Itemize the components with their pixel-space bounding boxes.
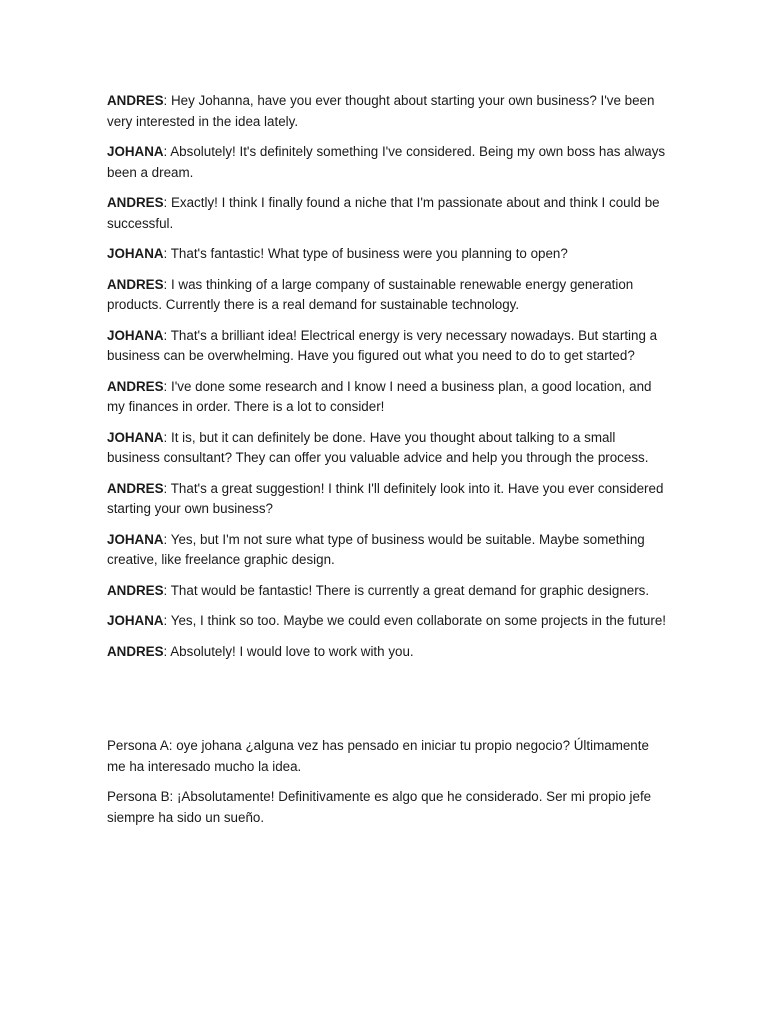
- speaker-name: ANDRES: [107, 195, 164, 210]
- dialogue-line: [107, 581, 667, 602]
- dialogue-text: : Exactly! I think I finally found a niche that I'm passionate about and think I could be successful.: [107, 195, 660, 231]
- dialogue-text: : Yes, but I'm not sure what type of business would be suitable. Maybe something creative, like freelance graphic design.: [107, 531, 645, 567]
- dialogue-text: : It is, but it can definitely be done. Have you thought about talking to a small business consultant? They can offer you valuable advice and help you through the process.: [107, 429, 649, 465]
- dialogue-line: Persona B: ¡Absolutamente! Definitivamente es algo que he considerado. Ser mi propio jefe siempre ha sido un sueño.: [107, 789, 652, 825]
- english-dialogue: [107, 91, 667, 662]
- dialogue-line: [107, 275, 667, 316]
- speaker-name: ANDRES: [107, 276, 164, 292]
- dialogue-line: [107, 142, 667, 183]
- dialogue-text: : Hey Johanna, have you ever thought about starting your own business? I've been very interested in the idea lately.: [107, 93, 655, 129]
- speaker-name: JOHANA: [107, 246, 164, 261]
- dialogue-text: : Yes, I think so too. Maybe we could even collaborate on some projects in the future!: [163, 613, 666, 628]
- spanish-dialogue: [107, 736, 667, 828]
- speaker-name: JOHANA: [107, 531, 164, 547]
- dialogue-line: [107, 479, 667, 520]
- speaker-name: JOHANA: [107, 613, 164, 628]
- dialogue-text: : That's a brilliant idea! Electrical energy is very necessary nowadays. But starting a business can be overwhelming. Have you figured out what you need to do to get started?: [107, 327, 658, 363]
- dialogue-line: Persona A: oye johana ¿alguna vez has pensado en iniciar tu propio negocio? Últimamente me ha interesado mucho la idea.: [107, 738, 649, 774]
- dialogue-text: : Absolutely! I would love to work with you.: [163, 643, 414, 659]
- dialogue-line: [107, 611, 667, 632]
- speaker-name: ANDRES: [107, 480, 164, 496]
- dialogue-line: [107, 377, 667, 418]
- dialogue-line: [107, 326, 667, 367]
- dialogue-line: [107, 193, 667, 234]
- dialogue-text: : That would be fantastic! There is currently a great demand for graphic designers.: [163, 582, 650, 598]
- speaker-name: ANDRES: [107, 93, 164, 108]
- dialogue-line: [107, 530, 667, 571]
- speaker-name: JOHANA: [107, 327, 164, 343]
- document-page: [107, 91, 667, 838]
- dialogue-text: : That's a great suggestion! I think I'll definitely look into it. Have you ever considered starting your own business?: [107, 480, 664, 516]
- speaker-name: JOHANA: [107, 429, 164, 445]
- speaker-name: ANDRES: [107, 582, 164, 598]
- dialogue-text: : I've done some research and I know I need a business plan, a good location, and my finances in order. There is a lot to consider!: [107, 378, 652, 414]
- dialogue-text: : That's fantastic! What type of business were you planning to open?: [163, 246, 568, 261]
- speaker-name: ANDRES: [107, 378, 164, 394]
- dialogue-text: : Absolutely! It's definitely something I've considered. Being my own boss has always been a dream.: [107, 144, 666, 180]
- speaker-name: ANDRES: [107, 643, 164, 659]
- dialogue-text: : I was thinking of a large company of sustainable renewable energy generation products. Currently there is a real demand for sustainable technology.: [107, 276, 634, 312]
- dialogue-line: [107, 428, 667, 469]
- section-spacer: [107, 672, 667, 736]
- speaker-name: JOHANA: [107, 144, 164, 159]
- dialogue-line: [107, 642, 667, 663]
- dialogue-line: [107, 244, 667, 265]
- dialogue-line: [107, 91, 667, 132]
